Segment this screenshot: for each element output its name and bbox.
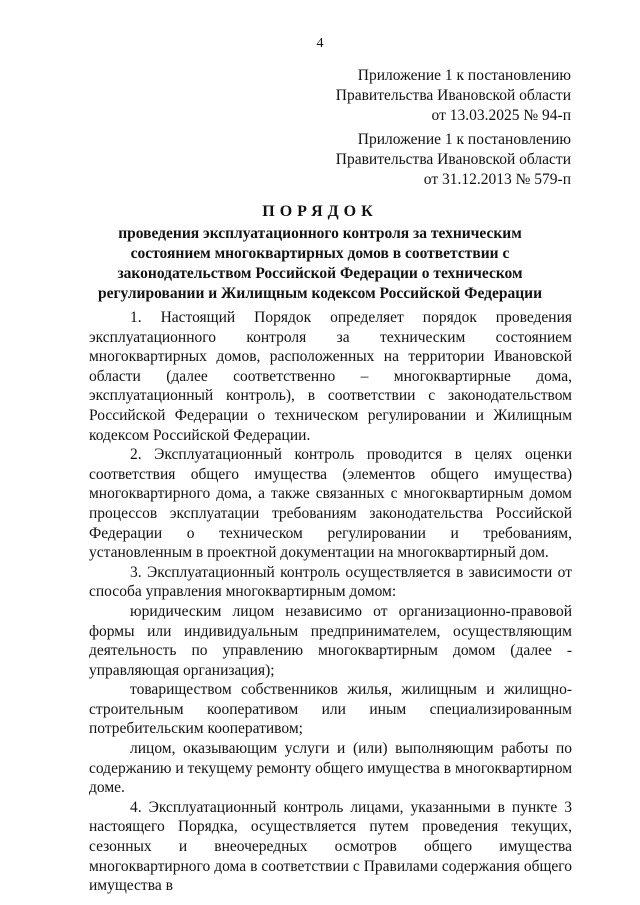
appendix-line: Приложение 1 к постановлению (357, 131, 571, 148)
paragraph-3-item-service-provider: лицом, оказывающим услуги и (или) выполняющим работы по содержанию и текущему ремонту общего имущества в многоквартирном доме. (89, 740, 572, 797)
paragraph-3-item-hoa: товариществом собственников жилья, жилищным и жилищно-строительным кооперативом или иным специализированным потребительским кооперативом; (89, 681, 572, 738)
paragraph-2: 2. Эксплуатационный контроль проводится в целях оценки соответствия общего имущества (элементов общего имущества) многоквартирного дома, а также связанных с многоквартирным домом процессов эксплуатации требованиям законодательства Российской Федерации о техническом регулировании и требованиям, установленным в проектной документации на многоквартирный дом. (89, 446, 572, 562)
paragraph-4: 4. Эксплуатационный контроль лицами, указанными в пункте 3 настоящего Порядка, осуществляется путем проведения текущих, сезонных и внеочередных осмотров общего имущества многоквартирного дома в соответствии с Правилами содержания общего имущества в (89, 798, 572, 895)
document-subtitle: проведения эксплуатационного контроля за техническим состоянием многоквартирных домов в соответствии с законодательством Российской Федерации о техническом регулировании и Жилищным кодексом Российской Федерации (97, 225, 543, 302)
page-number: 4 (316, 36, 324, 51)
paragraph-1: 1. Настоящий Порядок определяет порядок проведения эксплуатационного контроля за техническим состоянием многоквартирных домов, расположенных на территории Ивановской области (далее соответственно – многоквартирные дома, эксплуатационный контроль), в соответствии с законодательством Российской Федерации о техническом регулировании и Жилищным кодексом Российской Федерации. (89, 309, 572, 444)
appendix-line: Правительства Ивановской области (335, 151, 571, 168)
document-title: ПОРЯДОК (262, 203, 378, 220)
appendix-line: Правительства Ивановской области (335, 87, 571, 104)
appendix-original-reference (336, 130, 571, 190)
appendix-current-reference (336, 66, 571, 126)
paragraph-3-item-management-org: юридическим лицом независимо от организационно-правовой формы или индивидуальным предпринимателем, осуществляющим деятельность по управлению многоквартирным домом (далее - управляющая организация); (89, 602, 572, 679)
appendix-line: от 31.12.2013 № 579-п (423, 171, 571, 188)
appendix-line: от 13.03.2025 № 94-п (431, 107, 571, 124)
appendix-line: Приложение 1 к постановлению (357, 67, 571, 84)
paragraph-3: 3. Эксплуатационный контроль осуществляется в зависимости от способа управления многоквартирным домом: (89, 563, 572, 601)
document-body (89, 308, 572, 896)
